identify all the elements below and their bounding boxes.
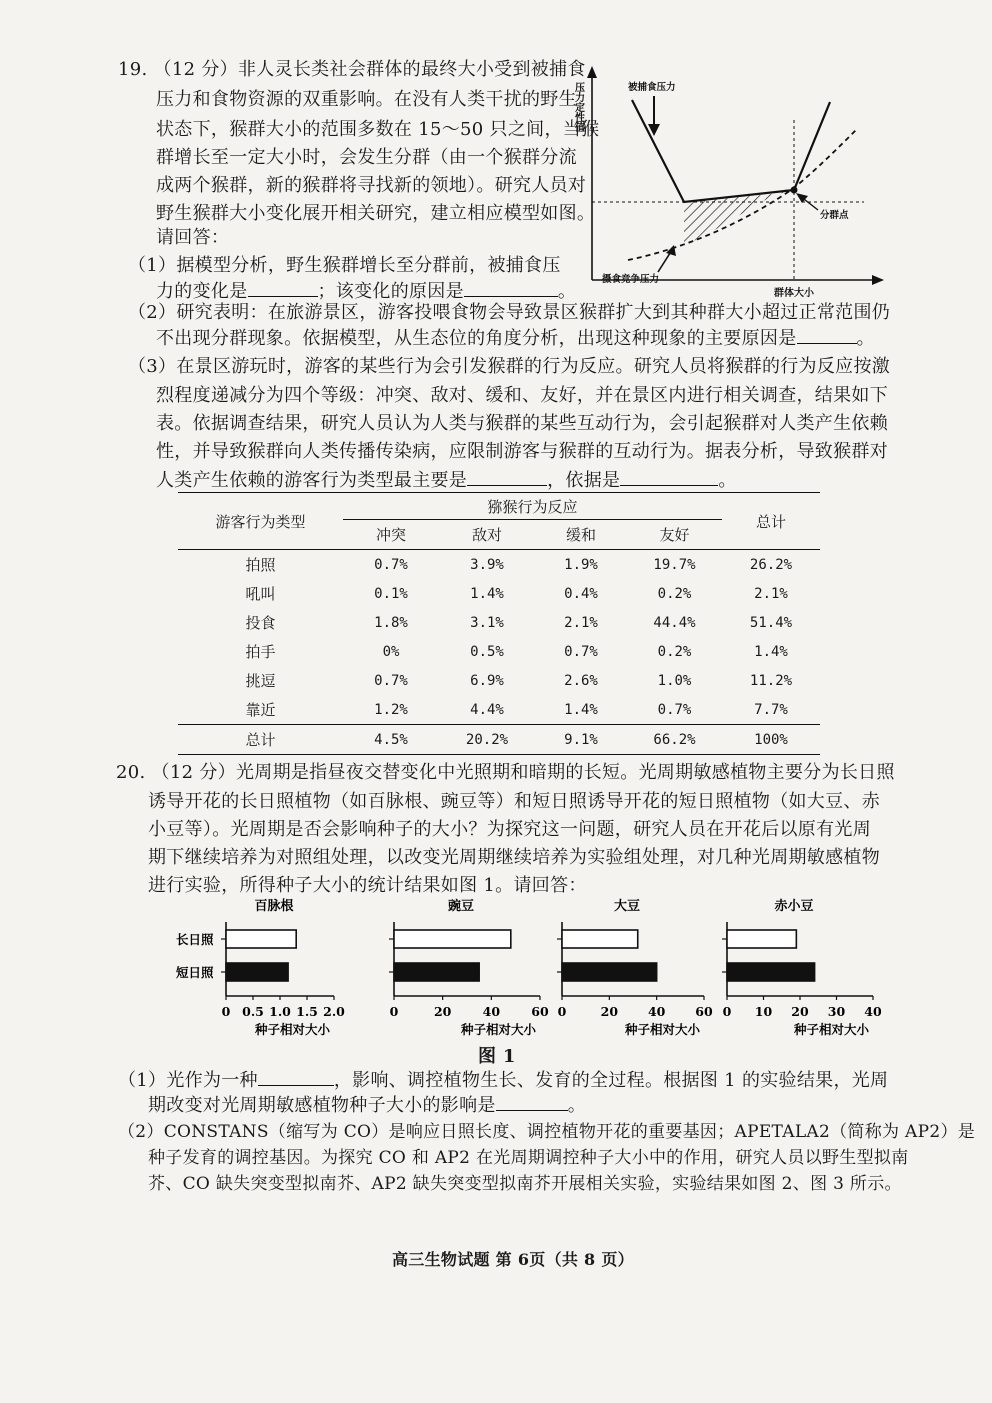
q19-part3-line-3: 表。依据调查结果，研究人员认为人类与猴群的某些互动行为，会引起猴群对人类产生依赖: [156, 413, 888, 434]
y-axis-label: 压力定性值: [572, 82, 584, 132]
row-label: 拍手: [245, 643, 276, 661]
chart-tick-label: 10: [754, 1004, 773, 1019]
q20-line-2: 诱导开花的长日照植物（如百脉根、豌豆等）和短日照诱导开花的短日照植物（如大豆、赤: [148, 791, 880, 812]
chart-tick-label: 20: [791, 1004, 809, 1019]
chart-title: 百脉根: [254, 899, 294, 914]
answer-blank[interactable]: [464, 280, 558, 297]
q20-line-4: 期下继续培养为对照组处理，以改变光周期继续培养为实验组处理，对几种光周期敏感植物: [148, 847, 880, 868]
q19-part2-line-2: [156, 327, 875, 351]
q20-line-5: 进行实验，所得种子大小的统计结果如图 1。请回答：: [148, 875, 587, 896]
category-label-long-day: 长日照: [176, 932, 214, 947]
answer-blank[interactable]: [620, 469, 718, 486]
x-axis-label: 群体大小: [774, 288, 814, 299]
q20-line-1: 20. （12 分）光周期是指昼夜交替变化中光照期和暗期的长短。光周期敏感植物主要分为长日照: [116, 762, 895, 783]
q19-part1-text-c: 。: [557, 281, 577, 302]
q20-part1-line-2: [148, 1094, 586, 1118]
col-head-friendly: 友好: [659, 526, 690, 544]
table-cell: 0.4%: [564, 585, 598, 602]
figure-1-caption: 图 1: [478, 1046, 516, 1067]
table-cell: 0.7%: [564, 643, 598, 660]
q20-part2-line-3: 芥、CO 缺失突变型拟南芥、AP2 缺失突变型拟南芥开展相关实验，实验结果如图 2、图 3 所示。: [148, 1174, 902, 1194]
chart-title: 赤小豆: [774, 899, 814, 914]
q19-part3-line-5: [156, 469, 737, 493]
split-point-marker: [791, 187, 798, 194]
split-point-label: 分群点: [820, 210, 849, 221]
behavior-table: [178, 492, 820, 755]
q19-part1-text-b: ；该变化的原因是: [317, 281, 464, 302]
answer-blank[interactable]: [496, 1094, 568, 1111]
table-cell: 11.2%: [749, 672, 793, 689]
table-cell: 51.4%: [749, 614, 793, 631]
bar-long-day: [394, 930, 511, 948]
table-cell: 66.2%: [653, 731, 696, 748]
col-head-group: 猕猴行为反应: [343, 493, 722, 520]
bar-long-day: [727, 930, 796, 948]
y-axis-arrow: [587, 66, 597, 78]
table-row: [178, 695, 820, 725]
category-label-short-day: 短日照: [176, 965, 214, 980]
table-cell: 7.7%: [754, 701, 788, 718]
predation-pressure-curve: [632, 100, 830, 202]
chart-x-label: 种子相对大小: [460, 1022, 536, 1037]
table-cell: 1.9%: [564, 556, 598, 573]
table-cell: 1.8%: [374, 614, 408, 631]
chart-tick-label: 0: [221, 1004, 231, 1019]
table-cell: 0.7%: [374, 672, 408, 689]
table-cell: 1.4%: [754, 643, 788, 660]
table-cell: 3.9%: [470, 556, 504, 573]
answer-blank[interactable]: [258, 1069, 334, 1086]
q20-part1-text-d: 。: [567, 1095, 587, 1116]
q19-line-4: 群增长至一定大小时，会发生分群（由一个猴群分流: [156, 147, 577, 168]
hatched-area: [684, 186, 794, 245]
bar-long-day: [226, 930, 296, 948]
row-label: 总计: [245, 731, 276, 749]
col-head-conflict: 冲突: [375, 526, 406, 544]
table-cell: 0.2%: [657, 643, 692, 660]
table-cell: 2.6%: [564, 672, 598, 689]
table-cell: 1.4%: [564, 701, 598, 718]
table-cell: 4.5%: [374, 731, 408, 748]
q19-part3-text-c: 。: [718, 470, 737, 491]
chart-tick-label: 20: [433, 1004, 452, 1019]
q20-part1-text-c: 期改变对光周期敏感植物种子大小的影响是: [148, 1095, 496, 1116]
table-cell: 3.1%: [470, 614, 504, 631]
col-head-total: 总计: [755, 512, 786, 531]
table-cell: 2.1%: [754, 585, 788, 602]
chart-title: 豌豆: [447, 899, 475, 914]
x-axis-arrow: [872, 275, 884, 285]
q20-part2-line-1: （2）CONSTANS（缩写为 CO）是响应日照长度、调控植物开花的重要基因；APETALA2（简称为 AP2）是: [118, 1122, 976, 1142]
chart-tick-label: 40: [864, 1004, 882, 1019]
population-model-graph: [568, 60, 888, 300]
q19-line-7: 请回答：: [156, 227, 230, 248]
table-row: [178, 637, 820, 666]
q19-part3-line-2: 烈程度递减分为四个等级：冲突、敌对、缓和、友好，并在景区内进行相关调查，结果如下: [156, 385, 888, 406]
chart-tick-label: 1.5: [296, 1004, 318, 1019]
chart-tick-label: 0.5: [242, 1004, 264, 1019]
row-label: 拍照: [245, 556, 276, 574]
chart-x-label: 种子相对大小: [624, 1022, 700, 1037]
q20-part1-text-a: （1）光作为一种: [118, 1070, 258, 1091]
chart-tick-label: 30: [827, 1004, 846, 1019]
q19-part3-text-a: 人类产生依赖的游客行为类型最主要是: [156, 470, 468, 491]
chart-tick-label: 60: [531, 1004, 549, 1019]
table-cell: 0.5%: [470, 643, 504, 660]
chart-tick-label: 40: [647, 1004, 666, 1019]
table-cell: 1.0%: [657, 672, 692, 689]
q19-part3-line-4: 性，并导致猴群向人类传播传染病，应限制游客与猴群的互动行为。据表分析，导致猴群对: [156, 441, 888, 462]
table-cell: 9.1%: [564, 731, 598, 748]
table-cell: 44.4%: [653, 614, 696, 631]
bar-short-day: [562, 963, 657, 981]
q19-part2-text-a: 不出现分群现象。依据模型，从生态位的角度分析，出现这种现象的主要原因是: [156, 328, 797, 349]
col-head-type: 游客行为类型: [215, 512, 306, 531]
q19-part3-text-b: ，依据是: [547, 470, 621, 491]
table-cell: 100%: [754, 731, 788, 748]
chart-x-label: 种子相对大小: [793, 1022, 869, 1037]
answer-blank[interactable]: [797, 327, 857, 344]
chart-tick-label: 0: [557, 1004, 567, 1019]
table-row: [178, 579, 820, 608]
bar-short-day: [727, 963, 815, 981]
q19-part1-line-1: （1）据模型分析，野生猴群增长至分群前，被捕食压: [128, 255, 561, 276]
table-cell: 1.2%: [374, 701, 408, 718]
answer-blank[interactable]: [467, 469, 547, 486]
row-label: 吼叫: [245, 585, 276, 603]
bar-short-day: [226, 963, 288, 981]
q19-part2-line-1: （2）研究表明：在旅游景区，游客投喂食物会导致景区猴群扩大到其种群大小超过正常范围仍: [128, 302, 891, 323]
q19-line-5: 成两个猴群，新的猴群将寻找新的领地）。研究人员对: [156, 175, 587, 196]
col-head-hostile: 敌对: [471, 526, 502, 544]
table-cell: 26.2%: [749, 556, 793, 573]
table-cell: 4.4%: [470, 701, 504, 718]
predation-label: 被捕食压力: [628, 82, 676, 93]
chart-tick-label: 1.0: [269, 1004, 291, 1019]
table-cell: 0.7%: [657, 701, 692, 718]
col-head-ease: 缓和: [565, 526, 596, 544]
table-row: [178, 608, 820, 637]
chart-title: 大豆: [613, 899, 641, 914]
figure-1: [170, 898, 890, 1048]
q20-line-3: 小豆等）。光周期是否会影响种子的大小？为探究这一问题，研究人员在开花后以原有光周: [148, 819, 871, 840]
chart-tick-label: 0: [722, 1004, 732, 1019]
chart-tick-label: 20: [600, 1004, 619, 1019]
answer-blank[interactable]: [248, 280, 318, 297]
table-cell: 0.7%: [374, 556, 408, 573]
q19-line-2: 压力和食物资源的双重影响。在没有人类干扰的野生: [156, 89, 577, 110]
table-cell: 6.9%: [470, 672, 504, 689]
bar-long-day: [562, 930, 638, 948]
table-cell: 20.2%: [465, 731, 509, 748]
q19-part1-text-a: 力的变化是: [156, 281, 248, 302]
food-competition-curve: [628, 128, 858, 260]
row-label: 投食: [245, 614, 276, 632]
table-cell: 0.1%: [374, 585, 408, 602]
table-row: [178, 666, 820, 695]
row-label: 靠近: [245, 701, 276, 719]
table-cell: 2.1%: [564, 614, 598, 631]
chart-tick-label: 40: [482, 1004, 501, 1019]
table-cell: 1.4%: [470, 585, 504, 602]
q19-line-3: 状态下，猴群大小的范围多数在 15～50 只之间，当猴: [156, 119, 600, 140]
q20-part1-text-b: ，影响、调控植物生长、发育的全过程。根据图 1 的实验结果，光周: [333, 1070, 889, 1091]
table-row: [178, 725, 820, 755]
food-competition-label: 摄食竞争压力: [602, 274, 660, 285]
q19-part3-line-1: （3）在景区游玩时，游客的某些行为会引发猴群的行为反应。研究人员将猴群的行为反应按激: [128, 356, 891, 377]
q19-part2-text-b: 。: [856, 328, 875, 349]
q19-line-1: 19. （12 分）非人灵长类社会群体的最终大小受到被捕食: [118, 59, 586, 80]
chart-x-label: 种子相对大小: [254, 1022, 330, 1037]
q20-part1-line-1: [118, 1069, 888, 1093]
q19-line-6: 野生猴群大小变化展开相关研究，建立相应模型如图。: [156, 203, 596, 224]
row-label: 挑逗: [245, 672, 276, 690]
q20-part2-line-2: 种子发育的调控基因。为探究 CO 和 AP2 在光周期调控种子大小中的作用，研究人员以野生型拟南: [148, 1148, 909, 1168]
table-row: [178, 550, 820, 580]
page-footer: 高三生物试题 第 6页（共 8 页）: [392, 1250, 634, 1269]
table-cell: 0.2%: [657, 585, 692, 602]
chart-tick-label: 60: [695, 1004, 713, 1019]
table-cell: 0%: [382, 643, 400, 660]
chart-tick-label: 0: [389, 1004, 399, 1019]
chart-tick-label: 2.0: [323, 1004, 345, 1019]
bar-short-day: [394, 963, 479, 981]
table-cell: 19.7%: [653, 556, 696, 573]
